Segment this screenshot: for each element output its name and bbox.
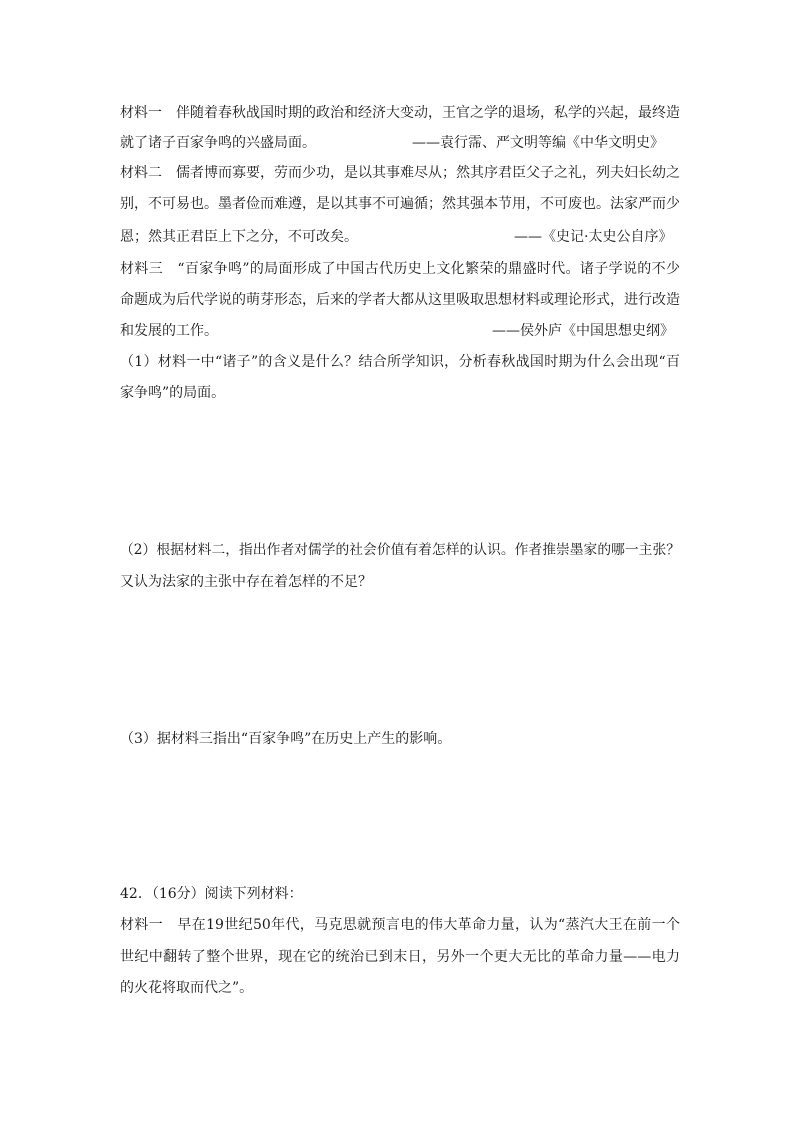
material-2-line-1: 材料二 儒者博而寡要，劳而少功，是以其事难尽从；然其序君臣父子之礼，列夫妇长幼之 <box>120 165 680 181</box>
question-42-material-1-line-1: 材料一 早在19世纪50年代，马克思就预言电的伟大革命力量，认为“蒸汽大王在前一个 <box>120 917 680 933</box>
material-2-line-3: 恩；然其正君臣上下之分，不可改矣。 <box>120 229 358 245</box>
question-42-heading: 42．（16分）阅读下列材料： <box>120 886 303 902</box>
material-3-line-3: 和发展的工作。 <box>120 323 218 339</box>
question-42-material-1-line-3: 的火花将取而代之”。 <box>120 980 254 996</box>
material-3-line-2: 命题成为后代学说的萌芽形态，后来的学者大都从这里吸取思想材料或理论形式，进行改造 <box>120 292 680 308</box>
question-3-line-1: （3）据材料三指出“百家争鸣”在历史上产生的影响。 <box>120 731 452 747</box>
question-42-material-1-line-2: 世纪中翻转了整个世界，现在它的统治已到末日，另外一个更大无比的革命力量——电力 <box>120 949 680 965</box>
material-3-source: ——侯外庐《中国思想史纲》 <box>492 323 674 339</box>
material-2-line-2: 别，不可易也。墨者俭而难遵，是以其事不可遍循；然其强本节用，不可废也。法家严而少 <box>120 196 680 212</box>
material-2-source: ——《史记·太史公自序》 <box>514 229 673 245</box>
question-1-line-2: 家争鸣”的局面。 <box>120 385 226 401</box>
material-1-source: ——袁行霈、严文明等编《中华文明史》 <box>412 135 664 151</box>
question-2-line-2: 又认为法家的主张中存在着怎样的不足？ <box>120 574 372 590</box>
question-2-line-1: （2）根据材料二，指出作者对儒学的社会价值有着怎样的认识。作者推崇墨家的哪一主张？ <box>120 542 680 558</box>
material-1-line-1: 材料一 伴随着春秋战国时期的政治和经济大变动，王官之学的退场，私学的兴起，最终造 <box>120 105 680 121</box>
material-3-line-1: 材料三 “百家争鸣”的局面形成了中国古代历史上文化繁荣的鼎盛时代。诸子学说的不少 <box>120 261 680 277</box>
question-1-line-1: （1）材料一中“诸子”的含义是什么？结合所学知识，分析春秋战国时期为什么会出现“百 <box>120 354 680 370</box>
material-1-line-2: 就了诸子百家争鸣的兴盛局面。 <box>120 135 316 151</box>
